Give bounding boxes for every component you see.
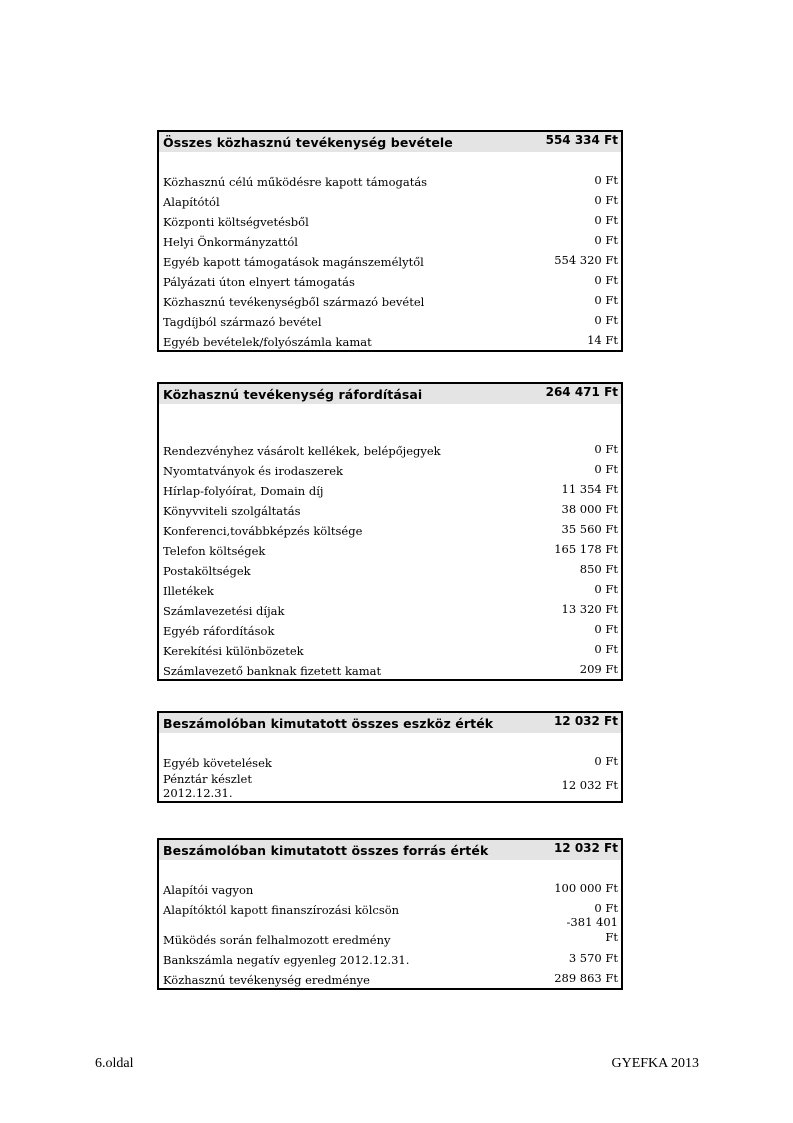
table-row: Egyéb bevételek/folyószámla kamat 14 Ft [163, 333, 618, 349]
expenses-title: Közhasznú tevékenység ráfordításai [163, 387, 423, 402]
expenses-total: 264 471 Ft [545, 385, 618, 399]
table-row: Egyéb ráfordítások 0 Ft [163, 622, 618, 638]
expenses-table [157, 382, 623, 681]
page-number: 6.oldal [95, 1056, 134, 1071]
table-row: Könyvviteli szolgáltatás 38 000 Ft [163, 502, 618, 518]
revenue-title: Összes közhasznú tevékenység bevétele [163, 135, 453, 150]
table-row: Müködés során felhalmozott eredmény -381 401 Ft [163, 915, 618, 947]
table-row: Kerekítési különbözetek 0 Ft [163, 642, 618, 658]
table-row: Számlavezetési díjak 13 320 Ft [163, 602, 618, 618]
revenue-total: 554 334 Ft [545, 133, 618, 147]
table-row: Pályázati úton elnyert támogatás 0 Ft [163, 273, 618, 289]
table-row: Alapítótól 0 Ft [163, 193, 618, 209]
table-row: Egyéb kapott támogatások magánszemélytől 554 320 Ft [163, 253, 618, 269]
table-row: Alapítóktól kapott finanszírozási kölcsön 0 Ft [163, 901, 618, 917]
liabilities-total: 12 032 Ft [553, 841, 618, 855]
revenue-header [159, 132, 621, 152]
table-row: Helyi Önkormányzattól 0 Ft [163, 233, 618, 249]
table-row: Tagdíjból származó bevétel 0 Ft [163, 313, 618, 329]
table-row: Számlavezető banknak fizetett kamat 209 Ft [163, 662, 618, 678]
table-row: Konferenci,továbbképzés költsége 35 560 Ft [163, 522, 618, 538]
table-row: Központi költségvetésből 0 Ft [163, 213, 618, 229]
liabilities-title: Beszámolóban kimutatott összes forrás érték [163, 843, 489, 858]
table-row: Nyomtatványok és irodaszerek 0 Ft [163, 462, 618, 478]
table-row: Illetékek 0 Ft [163, 582, 618, 598]
revenue-table [157, 130, 623, 352]
table-row: Telefon költségek 165 178 Ft [163, 542, 618, 558]
table-row: Közhasznú tevékenységből származó bevétel 0 Ft [163, 293, 618, 309]
table-row: Hírlap-folyóírat, Domain díj 11 354 Ft [163, 482, 618, 498]
table-row: Közhasznú tevékenység eredménye 289 863 Ft [163, 971, 618, 987]
table-row: Egyéb követelések 0 Ft [163, 754, 618, 770]
assets-table [157, 711, 623, 803]
assets-total: 12 032 Ft [553, 714, 618, 728]
table-row: Postaköltségek 850 Ft [163, 562, 618, 578]
footer-org: GYEFKA 2013 [611, 1056, 699, 1071]
table-row: Alapítói vagyon 100 000 Ft [163, 881, 618, 897]
liabilities-header [159, 840, 621, 860]
liabilities-table [157, 838, 623, 990]
table-row: Bankszámla negatív egyenleg 2012.12.31. 3 570 Ft [163, 951, 618, 967]
table-row: Rendezvényhez vásárolt kellékek, belépőjegyek 0 Ft [163, 442, 618, 458]
table-row: Pénztár készlet 2012.12.31. 12 032 Ft [163, 772, 618, 800]
expenses-header [159, 384, 621, 404]
table-row: Közhasznú célú működésre kapott támogatás 0 Ft [163, 173, 618, 189]
assets-header [159, 713, 621, 733]
assets-title: Beszámolóban kimutatott összes eszköz érték [163, 716, 494, 731]
